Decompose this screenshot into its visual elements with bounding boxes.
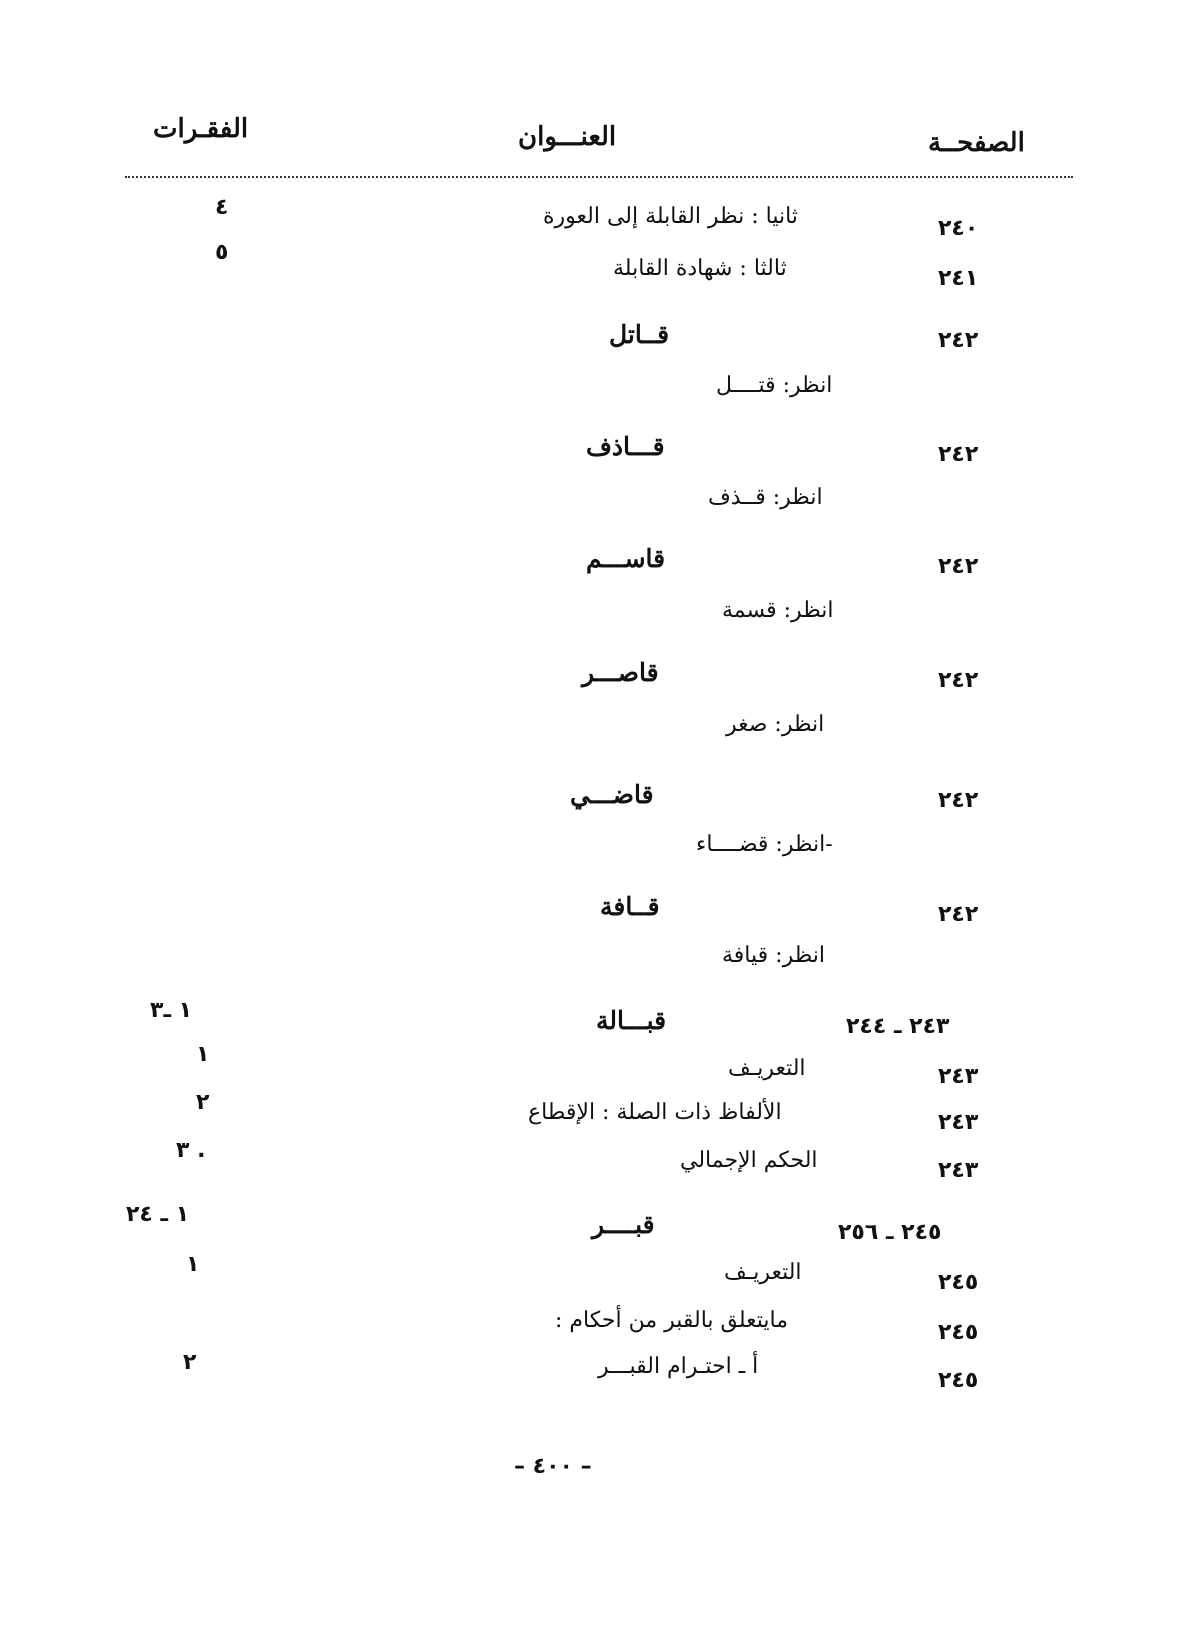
entry-heading: قــاتل <box>609 320 670 349</box>
page-number: ٢٤٥ <box>938 1270 979 1295</box>
entry-heading: قـــاذف <box>586 432 665 461</box>
entry-heading: قاصـــر <box>582 658 659 687</box>
entry-subheading: الحكم الإجمالي <box>680 1148 818 1173</box>
page-number: ٢٤٢ <box>938 902 979 927</box>
paragraph-range: ٤ <box>215 195 229 220</box>
cross-reference: انظر: قــذف <box>708 485 823 510</box>
paragraph-range: ١ ـ ٢٤ <box>126 1202 190 1227</box>
entry-subheading: التعريـف <box>724 1260 802 1285</box>
paragraph-range: ١ <box>196 1042 210 1067</box>
entry-title: ثانيا : نظر القابلة إلى العورة <box>543 204 798 229</box>
page-number: ٢٤٣ <box>938 1110 979 1135</box>
page-number: ٢٤٥ <box>938 1368 979 1393</box>
page-number: ٢٤٣ <box>938 1158 979 1183</box>
entry-heading: قاضـــي <box>570 780 654 809</box>
entry-subheading: التعريـف <box>728 1056 806 1081</box>
paragraph-range: ٣ . <box>176 1138 206 1163</box>
paragraph-range: ٢ <box>183 1350 197 1375</box>
paragraph-range: ٥ <box>215 240 229 265</box>
page-number: ٢٤٣ <box>938 1064 979 1089</box>
entry-subheading: الألفاظ ذات الصلة : الإقطاع <box>528 1100 782 1125</box>
page-range: ٢٤٥ ـ ٢٥٦ <box>838 1220 942 1245</box>
entry-heading: قبـــالة <box>596 1006 667 1035</box>
page-number: ٢٤١ <box>938 266 979 291</box>
page-number: ٢٤٢ <box>938 554 979 579</box>
entry-subheading: مايتعلق بالقبر من أحكام : <box>555 1308 789 1333</box>
page-number: ٢٤٢ <box>938 328 979 353</box>
entry-heading: قبــــر <box>592 1210 655 1239</box>
page-number: ٢٤٢ <box>938 442 979 467</box>
cross-reference: انظر: قسمة <box>722 598 834 623</box>
entry-title: ثالثا : شهادة القابلة <box>613 256 787 281</box>
paragraph-range: ٢ <box>196 1090 210 1115</box>
cross-reference: انظر: قتــــل <box>716 373 833 398</box>
header-divider <box>125 176 1073 178</box>
entry-heading: قاســـم <box>586 544 666 573</box>
page-number: ٢٤٢ <box>938 668 979 693</box>
header-paragraphs-column: الفقـرات <box>153 114 249 144</box>
cross-reference: انظر: صغر <box>726 712 825 737</box>
header-title-column: العنـــوان <box>518 122 617 152</box>
header-page-column: الصفحــة <box>928 128 1025 158</box>
entry-subheading: أ ـ احتـرام القبـــر <box>598 1354 759 1379</box>
page-number: ٢٤٠ <box>938 216 979 241</box>
page-range: ٢٤٣ ـ ٢٤٤ <box>846 1014 950 1039</box>
footer-page-number: – ٤٠٠ – <box>514 1454 592 1479</box>
cross-reference: -انظر: قضــــاء <box>696 832 833 857</box>
page-number: ٢٤٥ <box>938 1320 979 1345</box>
entry-heading: قــافة <box>600 892 660 921</box>
page-number: ٢٤٢ <box>938 788 979 813</box>
paragraph-range: ١ ـ٣ <box>150 998 193 1023</box>
paragraph-range: ١ <box>186 1252 200 1277</box>
cross-reference: انظر: قيافة <box>722 943 825 968</box>
